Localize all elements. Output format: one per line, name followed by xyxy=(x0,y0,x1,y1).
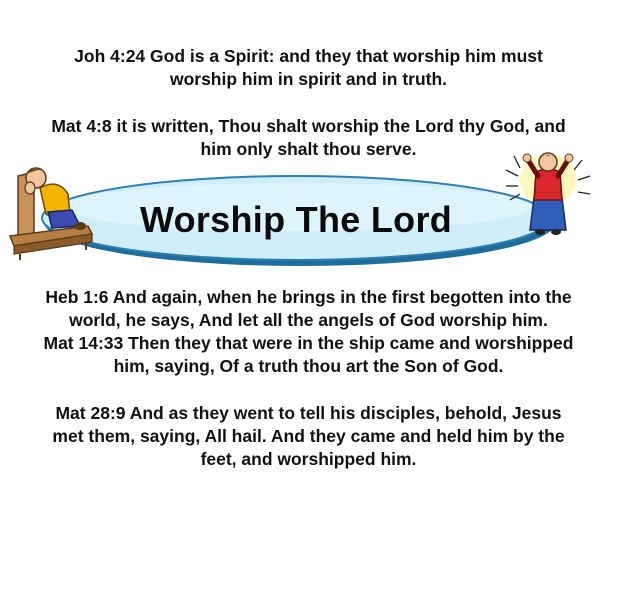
verse-line: worship him in spirit and in truth. xyxy=(169,69,448,89)
verse-line: Mat 14:33 Then they that were in the ship came and worshipped xyxy=(43,333,574,353)
verse-john-4-24 xyxy=(0,45,617,91)
verse-line: him, saying, Of a truth thou art the Son of God. xyxy=(113,356,504,376)
verse-line: met them, saying, All hail. And they came and held him by the xyxy=(52,426,565,446)
verse-hebrews-1-6-matthew-14-33 xyxy=(0,286,617,378)
verse-line: Mat 28:9 And as they went to tell his disciples, behold, Jesus xyxy=(55,403,562,423)
verse-matthew-28-9 xyxy=(0,402,617,471)
verse-line: him only shalt thou serve. xyxy=(200,139,417,159)
verse-line: Joh 4:24 God is a Spirit: and they that worship him must xyxy=(74,46,543,66)
verse-line: feet, and worshipped him. xyxy=(200,449,417,469)
verse-line: Mat 4:8 it is written, Thou shalt worship the Lord thy God, and xyxy=(51,116,566,136)
banner-title: Worship The Lord xyxy=(139,199,453,240)
verse-line: Heb 1:6 And again, when he brings in the first begotten into the xyxy=(45,287,572,307)
verse-line: world, he says, And let all the angels of God worship him. xyxy=(69,310,548,330)
